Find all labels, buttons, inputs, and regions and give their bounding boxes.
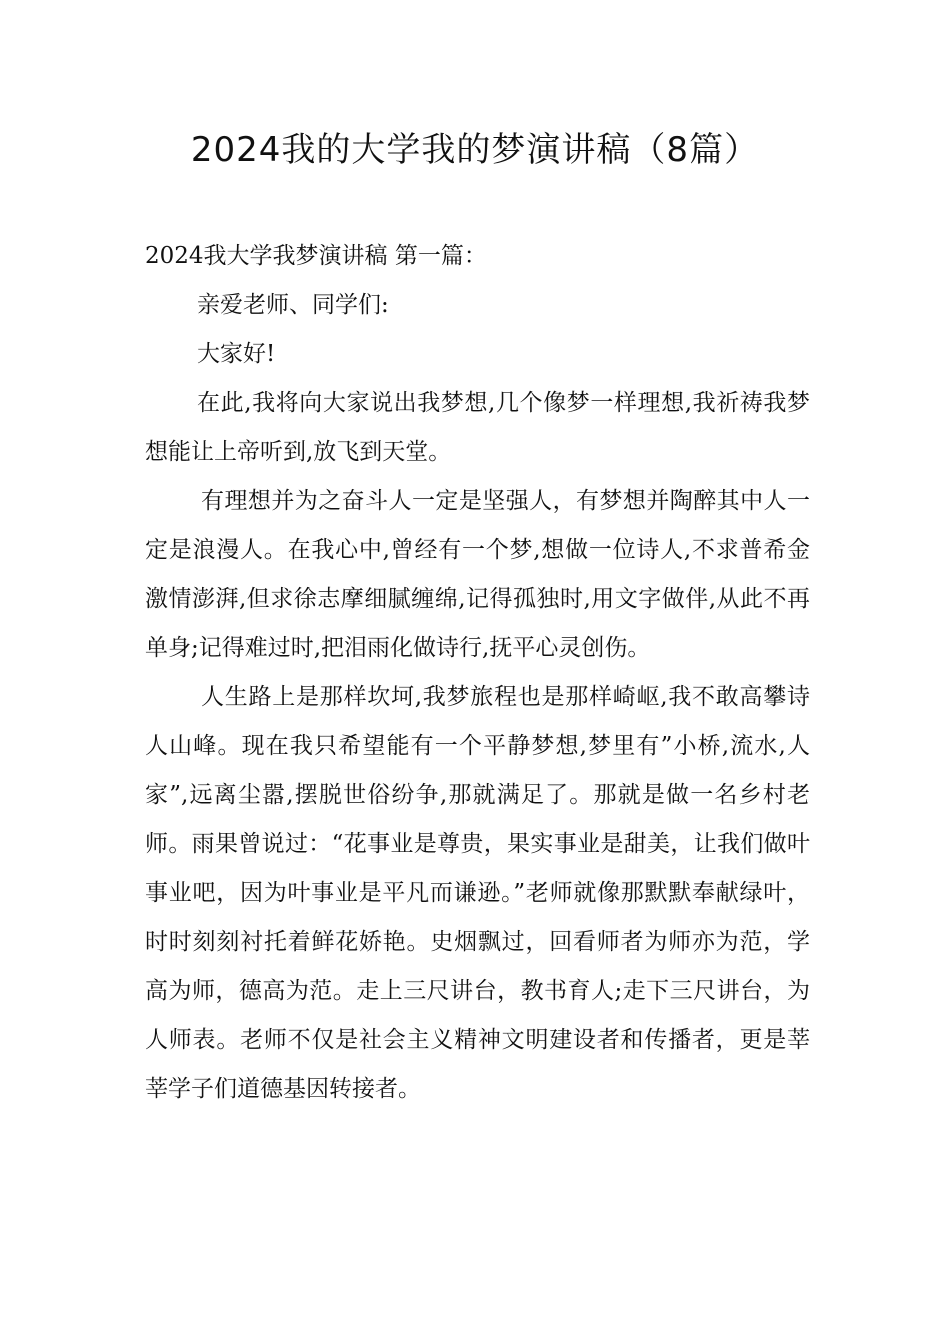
paragraph: 有理想并为之奋斗人一定是坚强人，有梦想并陶醉其中人一定是浪漫人。在我心中,曾经有一个梦,想做一位诗人,不求普希金激情澎湃,但求徐志摩细腻缠绵,记得孤独时,用文字做伴,从此不再单身;记得难过时,把泪雨化做诗行,抚平心灵创伤。 xyxy=(145,488,810,661)
paragraph: 人生路上是那样坎坷,我梦旅程也是那样崎岖,我不敢高攀诗人山峰。现在我只希望能有一个平静梦想,梦里有”小桥,流水,人家”,远离尘嚣,摆脱世俗纷争,那就满足了。那就是做一名乡村老师。雨果曾说过：“花事业是尊贵，果实事业是甜美，让我们做叶事业吧，因为叶事业是平凡而谦逊。”老师就像那默默奉献绿叶，时时刻刻衬托着鲜花娇艳。史烟飘过，回看师者为师亦为范，学高为师，德高为范。走上三尺讲台，教书育人;走下三尺讲台，为人师表。老师不仅是社会主义精神文明建设者和传播者，更是莘莘学子们道德基因转接者。 xyxy=(145,684,810,1102)
document-title: 2024我的大学我的梦演讲稿（8篇） xyxy=(190,130,760,170)
salutation-line: 大家好! xyxy=(197,341,276,367)
section-heading: 2024我大学我梦演讲稿 第一篇： xyxy=(145,243,487,269)
document-body xyxy=(145,232,810,1114)
paragraph: 在此,我将向大家说出我梦想,几个像梦一样理想,我祈祷我梦想能让上帝听到,放飞到天堂。 xyxy=(145,390,810,465)
greeting-line: 亲爱老师、同学们: xyxy=(197,292,389,318)
